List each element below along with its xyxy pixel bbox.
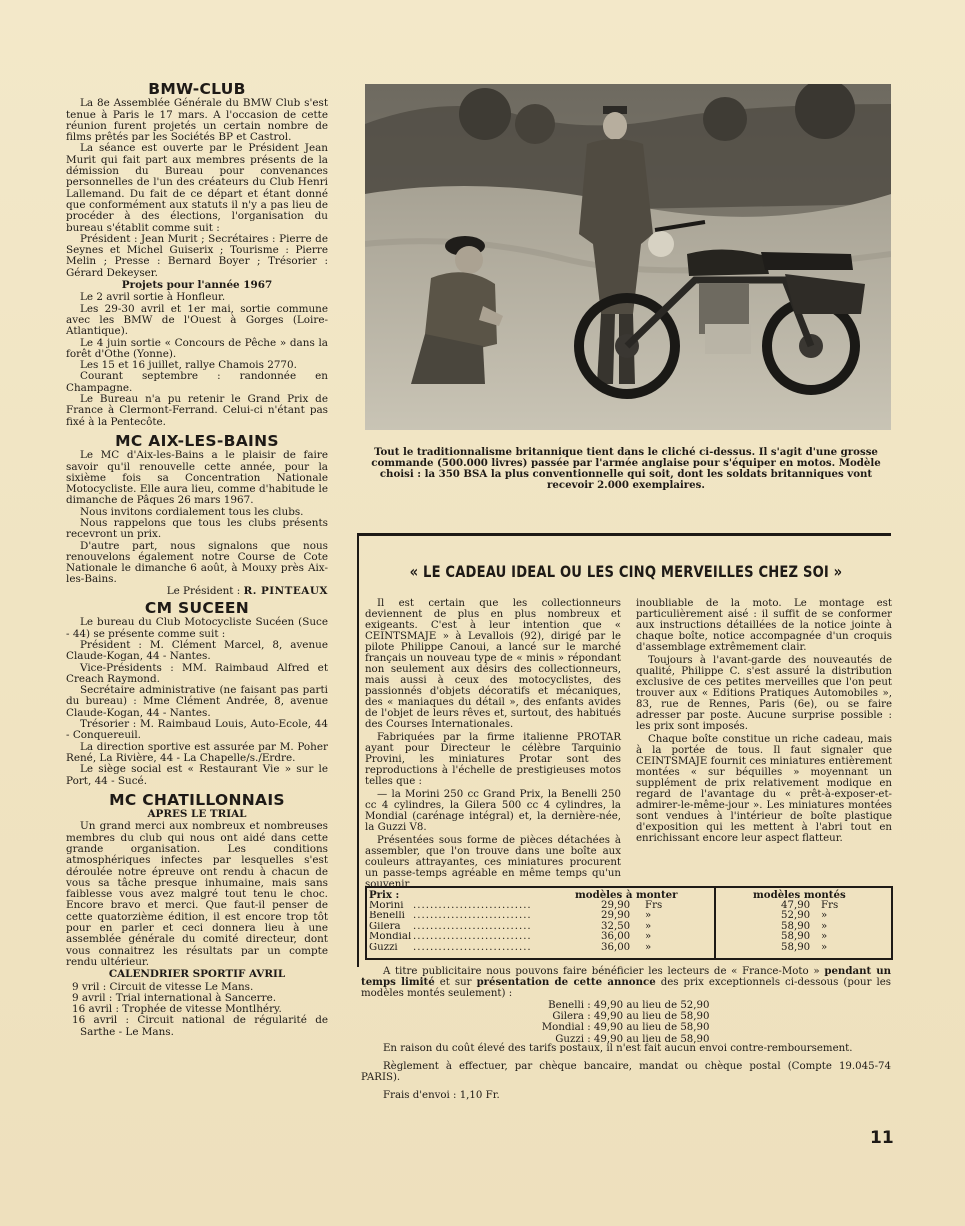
suceen-paragraph: Président : M. Clément Marcel, 8, avenue Claude-Kogan, 44 - Nantes.: [66, 638, 328, 663]
calendar-heading: CALENDRIER SPORTIF AVRIL: [108, 968, 286, 981]
aix-signature: [66, 586, 328, 597]
promo-paragraph: En raison du coût élevé des tarifs postaux, il n'est fait aucun envoi contre-remboursement.: [383, 1043, 853, 1054]
model-name: Benelli: [369, 911, 405, 922]
chatillon-paragraph: Un grand merci aux nombreux et nombreuses membres du club qui nous ont aidé dans cette grande organisation. Les conditions atmosphériques infectes par lesquelles s'est déroulée notre épreuve ont rendu à chacun de vous sa tâche presque inhumaine, mais sans faiblesse vous avez malgré tout tenu le choc. Encore bravo et merci. Que faut-il penser de cette quatorzième édition, il est encore trop tôt pour en parler et ceci donnera lieu à une assemblée générale du comité directeur, dont vous connaitrez les résultats par un compte rendu ultérieur.: [66, 820, 328, 968]
price-unit: »: [821, 920, 828, 932]
price-to-assemble: 36,00: [601, 942, 631, 953]
calendar-item: 16 avril : Trophée de vitesse Montlhéry.: [72, 1003, 282, 1016]
article-paragraph: Présentées sous forme de pièces détachées à assembler, que l'on trouve dans une boîte aux couleurs attrayantes, ces miniatures procurent un passe-temps agréable en même temps qu'un souvenir: [365, 835, 621, 890]
suceen-paragraph: Secrétaire administrative (ne faisant pas parti du bureau) : Mme Clément Andrée, 8, avenue Claude-Kogan, 44 - Nantes.: [66, 684, 328, 719]
offer-model: Mondial: [541, 1022, 584, 1034]
leader-dots: ............................: [413, 911, 532, 922]
price-unit: »: [645, 910, 652, 922]
calendar-item: 9 avril : Trial international à Sancerre.: [72, 991, 277, 1004]
bmw-paragraph: La séance est ouverte par le Président Jean Murit qui fait part aux membres présents de la démission du Bureau pour convenances personnelles de l'un des créateurs du Club Henri Lallemand. Du fait de ce départ et étant donné que conformément aux statuts il n'y a pas lieu de procéder à des élections, l'organisation du bureau s'établit comme suit :: [66, 142, 328, 234]
left-column: [66, 82, 328, 1038]
aix-paragraph: Nous invitons cordialement tous les clubs.: [80, 505, 304, 518]
header-assembled: modèles montés: [753, 889, 846, 901]
price-unit: Frs: [645, 899, 663, 911]
calendar-list: [66, 982, 328, 1038]
bmw-projets-heading: Projets pour l'année 1967: [121, 279, 273, 292]
mc-chatillonnais-title: MC CHATILLONNAIS: [109, 790, 285, 809]
aix-les-bains-title: MC AIX-LES-BAINS: [115, 431, 279, 450]
cm-suceen-title: CM SUCEEN: [144, 599, 250, 618]
price-unit: »: [645, 931, 652, 943]
promo-text-part: et sur: [439, 977, 472, 988]
offer-model: Benelli: [548, 1000, 584, 1011]
special-offer-list: [528, 1000, 710, 1045]
model-name: Mondial: [369, 932, 412, 943]
leader-dots: ............................: [413, 900, 532, 911]
calendar-item: 16 avril : Circuit national de régularité de Sarthe - Le Mans.: [72, 1014, 328, 1038]
promo-paragraph: Frais d'envoi : 1,10 Fr.: [383, 1090, 500, 1101]
article-paragraph: Il est certain que les collectionneurs deviennent de plus en plus nombreux et exigeants. C'est à leur intention que « CEINTSMAJE » à Levallois (92), dirigé par le pilote Philippe Canoui, a lancé sur le marché français un nouveau type de « minis » répondant non seulement aux désirs des collectionneurs, mais aussi à ceux des motocyclistes, des passionnés d'objets décoratifs et mécaniques, des « maniaques du détail », des enfants avides de l'objet de leurs rêves et, surtout, des habitués des Courses Internationales.: [365, 598, 621, 730]
photo-caption: Tout le traditionnalisme britannique tient dans le cliché ci-dessus. Il s'agit d'une grosse commande (500.000 livres) passée par l'armée anglaise pour s'équiper en motos. Modèle choisi : la 350 BSA la plus conventionnelle qui soit, dont les soldats britanniques vont recevoir 2.000 exemplaires.: [371, 446, 881, 491]
suceen-paragraph: Trésorier : M. Raimbaud Louis, Auto-Ecole, 44 - Conquereuil.: [66, 718, 328, 742]
bmw-club-title: BMW-CLUB: [148, 80, 246, 98]
price-to-assemble: 36,00: [601, 931, 631, 943]
suceen-paragraph: Le bureau du Club Motocycliste Sucéen (Suce - 44) se présente comme suit :: [66, 616, 328, 640]
article-paragraph: Chaque boîte constitue un riche cadeau, mais à la portée de tous. Il faut signaler que CEINTSMAJE fournit ces miniatures entièrement montées « sur béquilles » moyennant un supplément de prix relativement modique en regard de l'avantage du « prêt-à-exposer-et-admirer-le-même-jour ». Les miniatures montées sont vendues à l'intérieur de boîte plastique d'exposition qui les mettent à l'abri tout en enrichissant encore leur aspect flatteur.: [636, 734, 892, 844]
suceen-paragraph: Vice-Présidents : MM. Raimbaud Alfred et Creach Raymond.: [66, 661, 328, 685]
promo-conditions: [361, 1043, 891, 1108]
photo-illustration: [365, 84, 891, 430]
promo-text: [361, 966, 891, 999]
price-assembled: 58,90: [781, 920, 811, 932]
offer-model: Guzzi: [555, 1033, 584, 1045]
table-row: [369, 943, 889, 954]
price-assembled: 58,90: [781, 931, 811, 943]
bmw-paragraph: Le 2 avril sortie à Honfleur.: [80, 291, 226, 304]
bsa-motorcycle-photo: [365, 84, 891, 430]
price-to-assemble: 32,50: [601, 920, 631, 932]
bmw-paragraph: Les 29-30 avril et 1er mai, sortie commune avec les BMW de l'Ouest à Gorges (Loire-Atlantique).: [66, 302, 328, 338]
offer-price: : 49,90 au lieu de 58,90: [587, 1022, 710, 1034]
price-assembled: 52,90: [781, 910, 811, 922]
article-left-rule: [357, 533, 359, 967]
page-number: 11: [870, 1128, 894, 1148]
promo-emphasis: présentation de cette annonce: [476, 976, 656, 988]
bmw-paragraph: Président : Jean Murit ; Secrétaires : Pierre de Seynes et Michel Guiserix ; Tourisme : Pierre Melin ; Presse : Bernard Boyer ; Trésorier : Gérard Dekeyser.: [66, 232, 328, 279]
bmw-paragraph: Le Bureau n'a pu retenir le Grand Prix de France à Clermont-Ferrand. Celui-ci n'étant pas fixé à la Pentecôte.: [66, 393, 328, 428]
leader-dots: ............................: [413, 932, 532, 943]
leader-dots: ............................: [413, 943, 532, 953]
price-table-header: [369, 890, 889, 901]
price-unit: »: [645, 920, 652, 932]
promo-paragraph: Règlement à effectuer, par chèque bancaire, mandat ou chèque postal (Compte 19.045-74 PARIS).: [361, 1061, 891, 1083]
model-name: Gilera: [369, 921, 401, 932]
list-item: [528, 1022, 710, 1033]
aix-sign-label: Le Président :: [166, 584, 241, 597]
price-unit: Frs: [821, 899, 839, 911]
bmw-paragraph: Les 15 et 16 juillet, rallye Chamois 2770.: [80, 359, 297, 372]
promo-text-part: A titre publicitaire nous pouvons faire bénéficier les lecteurs de « France-Moto »: [383, 966, 820, 977]
chatillon-subtitle: APRES LE TRIAL: [147, 808, 247, 821]
price-assembled: 58,90: [781, 942, 811, 953]
suceen-paragraph: La direction sportive est assurée par M. Poher René, La Rivière, 44 - La Chapelle/s./Erdre.: [66, 740, 328, 764]
article-column-1: [365, 598, 621, 890]
calendar-item: 9 vril : Circuit de vitesse Le Mans.: [72, 980, 254, 993]
header-to-assemble: modèles à monter: [575, 889, 678, 901]
model-name: Guzzi: [369, 943, 398, 953]
suceen-paragraph: Le siège social est « Restaurant Vie » sur le Port, 44 - Sucé.: [66, 763, 328, 787]
promo-text-part: des prix exceptionnels ci-dessous (pour les modèles montés seulement) :: [361, 977, 891, 999]
leader-dots: ............................: [413, 921, 532, 932]
offer-price: : 49,90 au lieu de 58,90: [587, 1033, 710, 1045]
article-top-rule: [357, 533, 891, 536]
offer-model: Gilera: [552, 1011, 584, 1023]
promo-emphasis: pendant un temps limité: [361, 965, 892, 988]
article-column-2: [636, 598, 892, 844]
article-paragraph: — la Morini 250 cc Grand Prix, la Benelli 250 cc 4 cylindres, la Gilera 500 cc 4 cylindres, la Mondial (carénage intégral) et, la dernière-née, la Guzzi V8.: [365, 789, 621, 833]
aix-sign-name: R. PINTEAUX: [243, 584, 328, 597]
model-name: Morini: [369, 900, 404, 911]
price-assembled: 47,90: [781, 899, 811, 911]
article-paragraph: Toujours à l'avant-garde des nouveautés de qualité, Philippe C. s'est assuré la distribution exclusive de ces petites merveilles que l'on peut trouver aux « Editions Pratiques Automobiles », 83, rue de Rennes, Paris (6e), ou se faire adresser par poste. Aucune surprise possible : les prix sont imposés.: [636, 655, 892, 732]
aix-paragraph: D'autre part, nous signalons que nous renouvelons également notre Course de Cote Nationale le dimanche 6 août, à Mouxy près Aix-les-Bains.: [66, 539, 328, 586]
aix-paragraph: Le MC d'Aix-les-Bains a le plaisir de faire savoir qu'il renouvelle cette année, pour la sixième fois sa Concentration Nationale Motocycliste. Elle aura lieu, comme d'habitude le dimanche de Pâques 26 mars 1967.: [66, 449, 328, 507]
article-paragraph: inoubliable de la moto. Le montage est particulièrement aisé : il suffit de se conformer aux instructions détaillées de la notice jointe à chaque boîte, notice accompagnée d'un croquis d'assemblage extrêmement clair.: [636, 598, 892, 653]
price-to-assemble: 29,90: [601, 899, 631, 911]
price-unit: »: [821, 942, 828, 953]
price-unit: »: [821, 910, 828, 922]
offer-price: : 49,90 au lieu de 58,90: [587, 1011, 710, 1023]
list-item: [528, 1000, 710, 1011]
list-item: [528, 1011, 710, 1022]
price-unit: »: [645, 942, 652, 953]
article-title: « LE CADEAU IDEAL OU LES CINQ MERVEILLES CHEZ SOI »: [409, 562, 843, 581]
promo-paragraph: [361, 966, 891, 999]
offer-price: : 49,90 au lieu de 52,90: [587, 1000, 710, 1011]
price-unit: »: [821, 931, 828, 943]
price-label: Prix :: [369, 890, 400, 901]
bmw-paragraph: La 8e Assemblée Générale du BMW Club s'est tenue à Paris le 17 mars. A l'occasion de cette réunion furent projetés un certain nombre de films prêtés par les Sociétés BP et Castrol.: [66, 97, 328, 144]
bmw-paragraph: Le 4 juin sortie « Concours de Pêche » dans la forêt d'Othe (Yonne).: [66, 336, 328, 360]
bmw-paragraph: Courant septembre : randonnée en Champagne.: [66, 370, 328, 394]
price-table: [365, 886, 893, 960]
price-to-assemble: 29,90: [601, 910, 631, 922]
aix-paragraph: Nous rappelons que tous les clubs présents recevront un prix.: [66, 516, 328, 541]
article-paragraph: Fabriquées par la firme italienne PROTAR ayant pour Directeur le célèbre Tarquinio Provini, les miniatures Protar sont des reproductions à l'échelle de prestigieuses motos telles que :: [365, 732, 621, 787]
